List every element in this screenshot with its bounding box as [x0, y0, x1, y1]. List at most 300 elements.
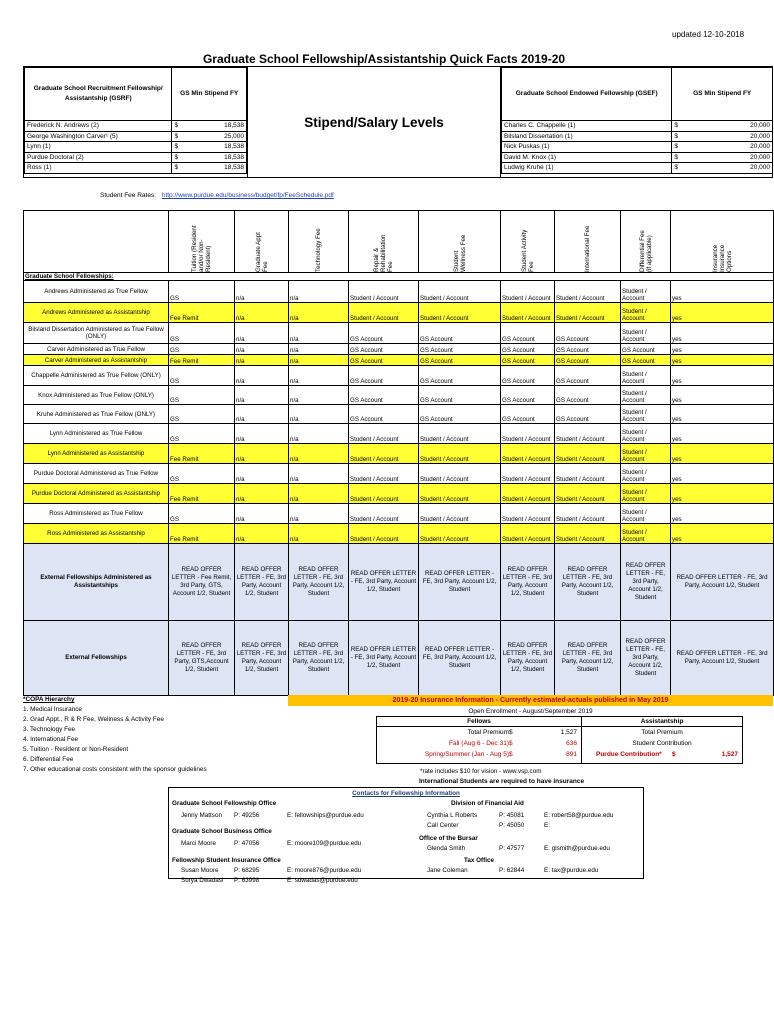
fee-cell: n/a: [289, 366, 349, 386]
contact-email[interactable]: E: glsmith@purdue.edu: [544, 845, 610, 852]
fee-cell: n/a: [235, 424, 289, 444]
fee-cell: n/a: [289, 405, 349, 424]
fee-row: [24, 303, 774, 323]
fee-row-label: Carver Administered as Assistantship: [24, 355, 169, 366]
fee-cell: GS Account: [419, 344, 501, 355]
fee-cell: n/a: [235, 303, 289, 323]
fee-cell: Fee Remit: [169, 524, 235, 544]
gsrf-table: [24, 67, 247, 174]
fee-cell: n/a: [289, 355, 349, 366]
premium-label: Fall (Aug 6 - Dec 31): [449, 740, 509, 747]
contact-name: Call Center: [427, 822, 459, 829]
fee-cell: n/a: [289, 303, 349, 323]
contact-name: Jenny Mattson: [181, 812, 222, 819]
fee-cell: n/a: [289, 344, 349, 355]
external-cell: READ OFFER LETTER - FE, 3rd Party, Account 1/2, Student: [671, 621, 774, 696]
external-cell: READ OFFER LETTER - FE, 3rd Party, Account 1/2, Student: [235, 544, 289, 621]
fee-cell: GS Account: [349, 355, 419, 366]
fee-cell: Student / Account: [555, 303, 621, 323]
bursar-office: Office of the Bursar: [419, 835, 478, 842]
external-fellowship-row: [24, 621, 774, 696]
fellows-premium-row: [377, 738, 581, 749]
fee-row-label: Purdue Doctoral Administered as True Fellow: [24, 464, 169, 484]
fee-cell: GS Account: [419, 386, 501, 405]
fee-cell: Student / Account: [349, 524, 419, 544]
external-cell: READ OFFER LETTER - FE, 3rd Party, Account 1/2, Student: [555, 621, 621, 696]
fee-column-header: [501, 211, 555, 273]
gsrf-dollar: $: [172, 121, 182, 132]
fee-cell: Student / Account: [349, 484, 419, 504]
premium-dollar: $: [509, 751, 513, 758]
contact-email[interactable]: E: robert58@purdue.edu: [544, 812, 614, 819]
fee-cell: GS Account: [349, 405, 419, 424]
purdue-contribution-row: [582, 749, 742, 760]
purdue-contribution-dollar: $: [672, 751, 676, 758]
fee-cell: Student / Account: [419, 504, 501, 524]
copa-item: 6. Differential Fee: [23, 756, 74, 763]
copa-item: 4. International Fee: [23, 736, 79, 743]
fee-cell: Student / Account: [621, 405, 671, 424]
fee-cell: GS Account: [349, 344, 419, 355]
fee-cell: yes: [671, 344, 774, 355]
fee-cell: Student / Account: [555, 524, 621, 544]
fee-cell: GS Account: [621, 344, 671, 355]
fee-cell: Fee Remit: [169, 444, 235, 464]
contact-phone: P: 47056: [234, 840, 260, 847]
fee-cell: n/a: [289, 424, 349, 444]
fee-column-header: [419, 211, 501, 273]
fee-cell: yes: [671, 355, 774, 366]
fee-cell: yes: [671, 405, 774, 424]
fee-cell: Student / Account: [419, 484, 501, 504]
external-cell: READ OFFER LETTER - FE, 3rd Party, Account 1/2, Student: [555, 544, 621, 621]
fee-cell: n/a: [235, 484, 289, 504]
fee-row: [24, 405, 774, 424]
fee-cell: GS Account: [349, 323, 419, 344]
gsrf-dollar: $: [172, 142, 182, 153]
fee-cell: Student / Account: [419, 464, 501, 484]
fee-cell: yes: [671, 366, 774, 386]
fee-column-header: [235, 211, 289, 273]
fee-cell: Student / Account: [621, 366, 671, 386]
fee-row: [24, 444, 774, 464]
fee-cell: n/a: [289, 444, 349, 464]
fee-cell: GS: [169, 366, 235, 386]
fee-cell: n/a: [235, 405, 289, 424]
fee-cell: yes: [671, 303, 774, 323]
fee-cell: GS Account: [419, 323, 501, 344]
fee-cell: yes: [671, 323, 774, 344]
gsrf-dollar: $: [172, 152, 182, 163]
fee-cell: GS Account: [419, 405, 501, 424]
fee-cell: Student / Account: [555, 281, 621, 303]
gsef-name: Bilsland Dissertation (1): [502, 131, 672, 142]
fee-column-header: [349, 211, 419, 273]
fee-cell: Student / Account: [621, 386, 671, 405]
fee-column-header-text: Graduate Appt Fee: [254, 232, 269, 272]
fee-cell: yes: [671, 464, 774, 484]
purdue-contribution-value: 1,527: [721, 751, 738, 758]
grid-corner: [24, 211, 169, 273]
gs-business-office: Graduate School Business Office: [172, 828, 272, 835]
contact-email[interactable]: E: moore876@purdue.edu: [287, 867, 362, 874]
gsrf-name: Purdue Doctoral (2): [25, 152, 172, 163]
fee-grid: [23, 210, 774, 696]
fee-cell: Student / Account: [621, 303, 671, 323]
gsrf-name: Frederick N. Andrews (2): [25, 121, 172, 132]
fee-cell: yes: [671, 386, 774, 405]
assistantship-row: Student Contribution: [632, 740, 692, 747]
premium-value: 1,527: [560, 729, 577, 736]
gsef-amount-header: GS Min Stipend FY: [672, 68, 773, 121]
fee-column-header: [555, 211, 621, 273]
fee-row: [24, 355, 774, 366]
fee-row: [24, 464, 774, 484]
fee-row: [24, 504, 774, 524]
gsef-header: Graduate School Endowed Fellowship (GSEF): [502, 68, 672, 121]
fee-cell: yes: [671, 524, 774, 544]
copa-hierarchy: [23, 695, 207, 775]
gsef-dollar: $: [672, 152, 682, 163]
financial-aid-office: Division of Financial Aid: [451, 800, 524, 807]
fee-column-header-text: Tuition (Resident and/or Non- Resident): [191, 225, 212, 272]
copa-title: *COPA Hierarchy: [23, 696, 75, 703]
fee-cell: Student / Account: [419, 424, 501, 444]
gsef-amount: 20,000: [682, 152, 773, 163]
document-title: Graduate School Fellowship/Assistantship Quick Facts 2019-20: [202, 52, 566, 66]
contact-email[interactable]: E: sdwadas@purdue.edu: [287, 877, 358, 884]
copa-item: 7. Other educational costs consistent with the sponsor guidelines: [23, 766, 207, 773]
fee-cell: Student / Account: [621, 424, 671, 444]
gsrf-amount: 18,538: [182, 142, 247, 153]
fee-cell: n/a: [235, 355, 289, 366]
fee-cell: Student / Account: [349, 424, 419, 444]
fee-row-label: Kruhe Administered as True Fellow (ONLY): [24, 405, 169, 424]
fee-cell: GS Account: [501, 344, 555, 355]
contact-phone: P: 47577: [499, 845, 525, 852]
gsrf-amount: 18,538: [182, 152, 247, 163]
fee-cell: GS Account: [621, 355, 671, 366]
section-label: Graduate School Fellowships:: [24, 273, 774, 281]
fee-cell: Student / Account: [501, 281, 555, 303]
external-cell: READ OFFER LETTER - FE, 3rd Party, Account 1/2, Student: [289, 621, 349, 696]
fee-cell: n/a: [235, 444, 289, 464]
fee-cell: n/a: [289, 504, 349, 524]
fee-cell: yes: [671, 424, 774, 444]
external-cell: READ OFFER LETTER - FE, 3rd Party, Account 1/2, Student: [289, 544, 349, 621]
external-cell: READ OFFER LETTER - FE, 3rd Party, Account 1/2, Student: [621, 621, 671, 696]
external-cell: READ OFFER LETTER - FE, 3rd Party, Account 1/2, Student: [621, 544, 671, 621]
fee-row-label: Ross Administered as Assistantship: [24, 524, 169, 544]
premium-label: Total Premium: [467, 729, 509, 736]
open-enrollment: Open Enrollment - August/September 2019: [468, 708, 593, 715]
fee-cell: GS: [169, 504, 235, 524]
copa-item: 5. Tuition - Resident or Non-Resident: [23, 746, 129, 753]
fee-cell: GS Account: [555, 323, 621, 344]
fee-cell: Student / Account: [501, 424, 555, 444]
fee-row-label: Knox Administered as True Fellow (ONLY): [24, 386, 169, 405]
fee-cell: n/a: [289, 323, 349, 344]
external-cell: READ OFFER LETTER - FE, 3rd Party, Account 1/2, Student: [235, 621, 289, 696]
fee-column-header: [289, 211, 349, 273]
fee-cell: Student / Account: [555, 424, 621, 444]
gsrf-amount: 18,538: [182, 163, 247, 174]
premium-label: Spring/Summer (Jan - Aug 5): [424, 751, 509, 758]
gs-fellowship-office: Graduate School Fellowship Office: [172, 800, 277, 807]
contact-phone: P: 68295: [234, 867, 260, 874]
fee-cell: Student / Account: [555, 504, 621, 524]
fee-cell: Student / Account: [349, 303, 419, 323]
fee-cell: Student / Account: [349, 464, 419, 484]
fee-cell: Student / Account: [501, 504, 555, 524]
copa-item: 3. Technology Fee: [23, 726, 76, 733]
fee-cell: GS Account: [555, 405, 621, 424]
fee-row: [24, 484, 774, 504]
fee-cell: GS: [169, 405, 235, 424]
fee-row: [24, 424, 774, 444]
fee-cell: GS Account: [349, 366, 419, 386]
copa-item: 2. Grad Appt., R & R Fee, Wellness & Activity Fee: [23, 716, 164, 723]
fee-cell: GS Account: [555, 344, 621, 355]
fee-cell: Student / Account: [501, 484, 555, 504]
fee-cell: n/a: [289, 386, 349, 405]
fee-row-label: Andrews Administered as True Fellow: [24, 281, 169, 303]
fee-row: [24, 524, 774, 544]
fee-cell: yes: [671, 281, 774, 303]
fee-column-header-text: Student Wellness Fee: [452, 234, 467, 272]
contact-phone: P: 62844: [499, 867, 525, 874]
fee-cell: n/a: [235, 504, 289, 524]
insurance-office: Fellowship Student Insurance Office: [172, 857, 281, 864]
fee-column-header-text: International Fee: [584, 225, 591, 272]
gsef-name: Charles C. Chappelle (1): [502, 121, 672, 132]
external-cell: READ OFFER LETTER - FE, 3rd Party, Account 1/2, Student: [501, 544, 555, 621]
fee-cell: GS Account: [349, 386, 419, 405]
fee-column-header: [671, 211, 774, 273]
fee-schedule-link[interactable]: http://www.purdue.edu/business/budget/fp/FeeSchedule.pdf: [161, 192, 334, 199]
contacts-title: Contacts for Fellowship Information: [352, 790, 460, 797]
assistantship-header: Assistantship: [582, 717, 742, 727]
contact-name: Susan Moore: [181, 867, 219, 874]
purdue-contribution-label: Purdue Contribution*: [596, 751, 662, 758]
fee-cell: GS Account: [501, 386, 555, 405]
gsef-dollar: $: [672, 163, 682, 174]
tax-office: Tax Office: [464, 857, 494, 864]
contact-email[interactable]: E:: [544, 822, 550, 829]
fee-cell: yes: [671, 504, 774, 524]
stipend-center-title: Stipend/Salary Levels: [247, 67, 501, 177]
fee-cell: Student / Account: [621, 504, 671, 524]
fee-row-label: Lynn Administered as Assistantship: [24, 444, 169, 464]
gsrf-dollar: $: [172, 131, 182, 142]
fee-cell: Fee Remit: [169, 303, 235, 323]
external-cell: READ OFFER LETTER - FE, 3rd Party, Account 1/2, Student: [349, 544, 419, 621]
fee-column-header-text: Insurance Insurance Options: [711, 244, 733, 272]
fee-column-header: [169, 211, 235, 273]
contact-phone: P: 49256: [234, 812, 260, 819]
fee-cell: Fee Remit: [169, 355, 235, 366]
fee-cell: Student / Account: [621, 524, 671, 544]
gsrf-name: George Washington Carver¹ (5): [25, 131, 172, 142]
fee-cell: Student / Account: [349, 444, 419, 464]
fee-cell: Student / Account: [349, 281, 419, 303]
fee-cell: GS Account: [555, 355, 621, 366]
fee-cell: Student / Account: [621, 323, 671, 344]
fee-row: [24, 323, 774, 344]
gsef-dollar: $: [672, 142, 682, 153]
gsrf-row: [25, 142, 247, 153]
gsrf-amount-header: GS Min Stipend FY: [172, 68, 247, 121]
section-row: [24, 273, 774, 281]
fee-cell: GS: [169, 323, 235, 344]
fellows-header: Fellows: [377, 717, 581, 727]
external-cell: READ OFFER LETTER - FE, 3rd Party, Account 1/2, Student: [501, 621, 555, 696]
fee-cell: Student / Account: [419, 281, 501, 303]
fee-row: [24, 386, 774, 405]
gsrf-row: [25, 152, 247, 163]
gsef-name: Nick Puskas (1): [502, 142, 672, 153]
fee-cell: GS Account: [501, 323, 555, 344]
fee-row: [24, 366, 774, 386]
fee-cell: GS: [169, 281, 235, 303]
fee-cell: n/a: [289, 524, 349, 544]
contact-name: Cynthia L Roberts: [427, 812, 478, 819]
gsrf-dollar: $: [172, 163, 182, 174]
fee-cell: GS Account: [419, 366, 501, 386]
gsef-table: [501, 67, 773, 174]
external-cell: READ OFFER LETTER - FE, 3rd Party, Account 1/2, Student: [671, 544, 774, 621]
fee-cell: Student / Account: [555, 484, 621, 504]
contact-name: Glenda Smith: [427, 845, 466, 852]
gsef-row: [502, 142, 773, 153]
fee-rates: [100, 192, 334, 199]
updated-date: updated 12-10-2018: [672, 30, 745, 39]
fee-row-label: Andrews Administered as Assistantship: [24, 303, 169, 323]
contacts-box: [168, 787, 644, 884]
fee-cell: n/a: [289, 484, 349, 504]
fee-cell: Student / Account: [501, 444, 555, 464]
gsrf-header: Graduate School Recruitment Fellowship/ Assistantship (GSRF): [25, 68, 172, 121]
contact-name: Marci Moore: [181, 840, 216, 847]
fee-cell: n/a: [235, 464, 289, 484]
fee-cell: Fee Remit: [169, 484, 235, 504]
fee-cell: n/a: [289, 464, 349, 484]
gsrf-amount: 25,000: [182, 131, 247, 142]
fee-cell: n/a: [235, 281, 289, 303]
fee-cell: Student / Account: [555, 464, 621, 484]
external-cell: READ OFFER LETTER - FE, 3rd Party, GTS,Account 1/2, Student: [169, 621, 235, 696]
gsef-amount: 20,000: [682, 131, 773, 142]
fee-cell: GS: [169, 344, 235, 355]
insurance-box: [376, 716, 743, 764]
contact-phone: P: 45050: [499, 822, 525, 829]
fee-cell: GS: [169, 386, 235, 405]
external-cell: READ OFFER LETTER - Fee Remit, 3rd Party, GTS, Account 1/2, Student: [169, 544, 235, 621]
external-cell: READ OFFER LETTER - FE, 3rd Party, Account 1/2, Student: [419, 544, 501, 621]
fee-row-label: Chappelle Administered as True Fellow (ONLY): [24, 366, 169, 386]
gsef-dollar: $: [672, 131, 682, 142]
fee-cell: Student / Account: [621, 464, 671, 484]
contact-email[interactable]: E: tax@purdue.edu: [544, 867, 599, 874]
fee-row-label: Lynn Administered as True Fellow: [24, 424, 169, 444]
external-cell: READ OFFER LETTER - FE, 3rd Party, Account 1/2, Student: [419, 621, 501, 696]
fee-cell: Student / Account: [419, 303, 501, 323]
fellows-premium-row: [377, 727, 581, 738]
gsef-row: [502, 163, 773, 174]
fee-cell: Student / Account: [621, 444, 671, 464]
gsef-name: Ludwig Kruhe (1): [502, 163, 672, 174]
fee-row-label: Carver Administered as True Fellow: [24, 344, 169, 355]
gsrf-amount: 18,538: [182, 121, 247, 132]
insurance-banner: 2019-20 Insurance Information - Currently estimated-actuals published in May 2019: [288, 695, 773, 706]
contact-email[interactable]: E: moore109@purdue.edu: [287, 840, 362, 847]
fee-cell: Student / Account: [501, 303, 555, 323]
fee-cell: GS: [169, 424, 235, 444]
external-cell: READ OFFER LETTER - FE, 3rd Party, Account 1/2, Student: [349, 621, 419, 696]
fee-cell: GS Account: [501, 366, 555, 386]
fee-cell: n/a: [235, 323, 289, 344]
fee-cell: Student / Account: [419, 444, 501, 464]
external-row-label: External Fellowships Administered as Assistantships: [24, 544, 169, 621]
contact-phone: P: 63998: [234, 877, 260, 884]
fee-cell: Student / Account: [419, 524, 501, 544]
gsrf-row: [25, 131, 247, 142]
premium-value: 636: [566, 740, 577, 747]
fee-column-header-text: Technology Fee: [315, 228, 322, 272]
fee-cell: n/a: [289, 281, 349, 303]
premium-dollar: $: [509, 740, 513, 747]
gsef-amount: 20,000: [682, 142, 773, 153]
gsef-amount: 20,000: [682, 163, 773, 174]
premium-value: 891: [566, 751, 577, 758]
fee-cell: yes: [671, 444, 774, 464]
fee-cell: Student / Account: [621, 281, 671, 303]
gsrf-row: [25, 163, 247, 174]
intl-insurance-note: International Students are required to have insurance: [419, 778, 585, 785]
fee-cell: n/a: [235, 524, 289, 544]
fee-column-header-text: Differential Fee (if applicable): [638, 230, 653, 272]
fee-row-label: Ross Administered as True Fellow: [24, 504, 169, 524]
fee-column-header-text: Student Activity Fee: [520, 229, 535, 272]
fee-cell: GS Account: [501, 405, 555, 424]
fee-cell: Student / Account: [621, 484, 671, 504]
vision-note: *rate includes $10 for vision - www.vsp.com: [420, 768, 542, 775]
fee-row: [24, 281, 774, 303]
gsef-name: David M. Knox (1): [502, 152, 672, 163]
fee-cell: Student / Account: [501, 464, 555, 484]
fellows-column: [377, 717, 582, 763]
fee-cell: n/a: [235, 344, 289, 355]
external-row-label: External Fellowships: [24, 621, 169, 696]
fee-row: [24, 344, 774, 355]
premium-dollar: $: [509, 729, 513, 736]
gsrf-name: Lynn (1): [25, 142, 172, 153]
contact-name: Jane Coleman: [427, 867, 468, 874]
fee-cell: yes: [671, 484, 774, 504]
fee-cell: GS Account: [555, 366, 621, 386]
fee-cell: GS Account: [419, 355, 501, 366]
gsrf-row: [25, 121, 247, 132]
gsef-dollar: $: [672, 121, 682, 132]
assistantship-row: Total Premium: [641, 729, 683, 736]
fee-cell: GS Account: [501, 355, 555, 366]
gsef-amount: 20,000: [682, 121, 773, 132]
contact-name: Surya Dwadasi: [181, 877, 224, 884]
contact-email[interactable]: E: fellowships@purdue.edu: [287, 812, 364, 819]
fee-rates-label: Student Fee Rates:: [100, 192, 157, 199]
fee-column-header-text: Repair & Rehabilitation Fee: [373, 234, 394, 272]
gsrf-name: Ross (1): [25, 163, 172, 174]
